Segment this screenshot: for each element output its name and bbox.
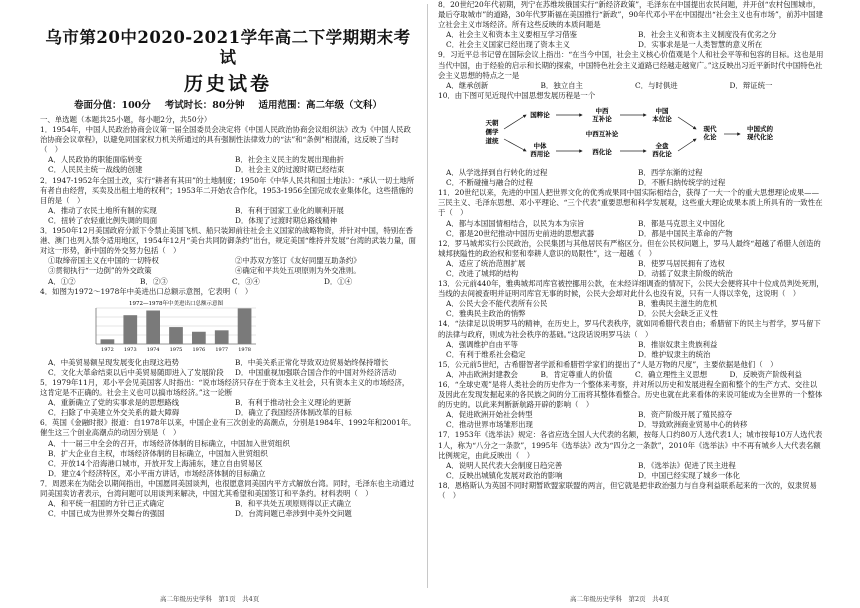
question-item [438,279,824,319]
question-stem: 4．如图为1972～1978年中美进出口总额示意图，它表明（ ） [40,286,253,296]
answer-option[interactable]: B．使罗马居民拥有了选权 [638,258,725,268]
answer-option[interactable]: B．《选举法》促进了民主进程 [638,460,736,470]
answer-option[interactable]: C．雅典民主政治的悄弊 [446,309,526,319]
option-group [438,299,824,319]
trade-chart [86,298,416,357]
question-stem: 14．“法律足以说明罗马的精神，在历史上，罗马代表秩序，就如同希腊代表自由；希腊留下的民主与哲学，罗马留下的法律与政府，则成为社会秩序的基础。”这段话说明罗马法（ ） [438,319,821,339]
diagram-node-end-2: 现代化论 [747,132,773,141]
answer-option[interactable]: A．强调维护自由平等 [446,339,518,349]
answer-option[interactable]: D．社会主义的过渡时期已经结束 [235,165,345,175]
answer-option[interactable]: A．适应了统治范围扩展 [446,258,526,268]
question-item [438,239,824,279]
option-group [438,370,824,380]
option-group [438,81,824,91]
answer-option[interactable]: A．人民政协的职能面临转变 [48,155,143,165]
exam-subject-title: 历史试卷 [183,73,272,95]
option-group [40,499,416,519]
question-item [438,319,824,359]
answer-option[interactable]: D．确立了我国经济体制改革的目标 [235,408,352,418]
chart-bar-1978 [238,308,252,344]
diagram-start-line2: 儒学 [485,127,499,136]
diagram-node-zhongxi-upper-1: 中西 [595,106,609,115]
answer-option[interactable]: B．有利于推动社会主义理论的更新 [235,398,352,408]
question-stem: 3．1950年12月美国政府分派下令禁止美国飞机、船只装卸前往社会主义国家的战略物资，并针对中国，特别在香港、澳门也列入禁令适用地区，1954年12月“美台共同防御条约”出台，规定美国“维持并发展”台湾的武装力量，面对这一形势，新中国的外交努力包括（ ） [40,226,416,256]
chart-tick-label: 1974 [146,346,160,353]
option-group [40,155,416,175]
diagram-node-quanpan-2: 西化论 [652,149,672,158]
chart-tick-label: 1978 [238,346,251,353]
chart-tick-label: 1976 [192,346,206,353]
answer-option[interactable]: D．①④ [324,276,353,286]
answer-option[interactable]: B．社会主义民主的发展出现曲折 [235,155,344,165]
option-group [438,259,824,279]
option-group [40,206,416,226]
answer-option[interactable]: D．反映资产阶级利益 [729,369,802,379]
question-item [438,50,824,90]
exam-title: 乌市第20中2020-2021学年高二下学期期末考试 [45,28,411,67]
question-item [40,479,416,519]
diagram-node-benwei-2: 本位论 [652,114,672,123]
question-stem: 10．由下图可见近现代中国思想发展历程是一个 [438,90,596,100]
answer-option[interactable]: C．人民民主统一战线的创建 [48,165,143,175]
exam-meta [40,99,416,113]
answer-option[interactable]: B．②③ [140,276,168,286]
duration-info: 考试时长：80分钟 [164,100,245,111]
answer-option[interactable]: C．确立理性主义思想 [635,369,708,379]
chart-title: 1972—1978年中美进出口总额示意图 [129,300,223,307]
diagram-arrow [678,117,696,129]
answer-option[interactable]: B．和平共处五项原则得以正式确立 [235,499,352,509]
diagram-node-zhongti-1: 中体 [533,141,547,150]
option-group [40,277,416,287]
chart-tick-label: 1972 [101,346,114,353]
diagram-node-benwei-1: 中国 [655,106,669,115]
question-stem: 7．周恩来在为陆会以期间指出，中国愿同美国谈判，也很愿意同美国内平方式解放台湾。同时，毛泽东也主动通过同美国卖访者表示，台湾问题可以用谈判来解决，中国尤其希望和美国签订和平条约。材料表明（ ） [40,478,415,498]
answer-option[interactable]: A．促进欧洲开始社会转型 [446,410,533,420]
diagram-node-middle: 中西互补论 [585,129,619,138]
option-group [438,410,824,430]
question-item [40,378,416,418]
answer-option[interactable]: B．都是马克思主义中国化 [638,218,725,228]
question-stem: 16．“全球史观”是将人类社会的历史作为一个整体来考察，并对所以历史和发展进程全面和整个的生产方式、交往以及因此在发现发掘起来的各民族之间的分工而将其整体看整合。历史也就在此来看体的来说可能成为全世界的一个整体的历史的。以此来判断新航路开辟的影响（ ） [438,380,823,410]
question-item [438,91,824,101]
thought-diagram [478,103,824,166]
answer-option[interactable]: B．肯定尊重人的价值 [540,369,613,379]
answer-option[interactable]: A．十一届三中全会的召开，市场经济体制的目标确立，中国加入世贸组织 [48,438,290,448]
answer-option[interactable]: B．西学东渐的过程 [638,168,703,178]
answer-option[interactable]: C．不断碰撞与融合的过程 [446,178,533,188]
column-divider [427,4,428,588]
answer-option[interactable]: A．说明人民代表大会制度日趋完善 [446,460,563,470]
section-heading: 一、单选题（本题共25小题，每小题2分，共50分） [40,115,212,124]
chart-tick-label: 1975 [169,346,183,353]
question-item [438,188,824,238]
question-stem: 2．1947-1952年全国土改，实行“耕者有其田”的土地制度；1950年《中华人民共和国土地法》：“承认一切土地所有者自由经营，买卖及出租土地的权利”；1953年二开始农合作化，1953-1956全国完成农业集体化，这些措施的目的是（ ） [40,175,415,205]
question-item [40,358,416,378]
answer-option[interactable]: B．社会主义和资本主义制度没有优劣之分 [638,30,777,40]
answer-option[interactable]: C．改进了城邦的结构 [446,268,519,278]
question-stem: 18．恩格斯认为英国不同时期暂欧盟家联盟的两言，但它就是把非政治强力与自身利益联系起来的一次的，奴隶贸易（ ） [438,480,817,501]
chart-bar-1975 [169,327,183,344]
answer-option[interactable]: A．从学选择到自行转化的过程 [446,168,548,178]
question-list-right-b [438,168,824,501]
scope-info: 适用范围：高二年级（文科） [258,100,383,111]
answer-option[interactable]: A．公民大会不能代表所有公民 [446,299,548,309]
answer-option[interactable]: C．文化大革命结束以后中美贸易随即进入了发展阶段 [48,367,224,377]
answer-option[interactable]: ④确定和平共处五项原则为外交准则。 [235,266,361,276]
chart-bar-1977 [215,330,229,344]
answer-option[interactable]: A．和平统一祖国的方针已正式确定 [48,499,165,509]
diagram-node-end-1: 中国式的 [747,124,773,133]
chart-tick-label: 1973 [123,346,137,353]
answer-option[interactable]: D．不断归纳传统学的过程 [638,178,726,188]
answer-option[interactable]: C．③④ [232,276,260,286]
answer-option[interactable]: B．中美关系正常化导致双边贸易始终保持增长 [235,357,389,367]
question-item [438,430,824,480]
answer-option[interactable]: C．扫除了中美建立外交关系的最大障碍 [48,408,180,418]
chart-tick-label: 1977 [215,346,229,353]
answer-option[interactable]: B．有利于国家工业化的顺利开展 [235,205,344,215]
question-stem: 1．1954年，中国人民政治协商会议第一届全国委员会决定将《中国人民政治协商会议组织法》改为《中国人民政治协商会议章程》，以避免同国家权力机关所通过的具有强制性法律效力的“法”和“条例”相混淆，这反映了当时（ ） [40,125,411,155]
diagram-node-zhongxi-upper-2: 互补论 [592,114,612,123]
answer-option[interactable]: A．继承创新 [446,80,489,90]
answer-option[interactable]: C．推动世界市场雏形出现 [446,420,533,430]
question-stem: 15．公元前5世纪，古希腊智者学派和希腊哲学家们的提出了“人是万物的尺度”，主要依据是他们（ ） [438,359,778,369]
question-item [40,176,416,226]
diagram-arrow [504,139,526,151]
option-group [438,168,824,188]
option-group [40,358,416,378]
option-group [438,461,824,481]
option-group [438,340,824,360]
question-list-right-a [438,0,824,101]
answer-option[interactable]: A．①② [48,276,76,286]
diagram-arrow [504,115,526,129]
answer-option[interactable]: C．有利于维系社会稳定 [446,349,526,359]
option-group [40,256,416,276]
answer-option[interactable]: D．体现了过渡时期总路线精神 [235,215,338,225]
question-stem: 17．1953年《选举法》规定：各省应选全国人大代表的名额，按每人口约80万人选代表1人；城市按每10万人选代表1人，称为“八分之一条款”，1995年《选举法》改为“四分之一条款”，2010年《选举法》中不再有城乡人大代表名额比例规定，由此反映出（ ） [438,430,823,460]
question-item [438,0,824,50]
answer-option[interactable]: C．都是20世纪推动中国历史前进的思想武器 [446,228,595,238]
diagram-node-xiandaihua-2: 化论 [703,132,717,141]
question-stem: 6．英国《金融时报》报道：自1978年以来，中国企业有三次创业的高潮点，分别是1984年、1992年和2001年。催生这三个创业高潮点的动因分别是（ ） [40,418,416,438]
question-item [438,481,824,501]
answer-option[interactable]: D．实事求是是一人类智慧的意义所在 [638,40,763,50]
answer-option[interactable]: A．都与本国国情相结合，以民为本为宗旨 [446,218,585,228]
answer-option[interactable]: D．建立4个经济特区，邓小平南方讲话，市场经济体制的目标确立 [48,468,266,478]
right-column [438,0,824,592]
left-column [40,0,416,592]
option-group [40,398,416,418]
diagram-node-guocui: 国粹论 [530,110,550,119]
answer-option[interactable]: C．开放14个沿海港口城市，开放开发上海浦东，建立自由贸易区 [48,458,263,468]
question-item [438,360,824,380]
chart-bar-1973 [123,315,137,344]
question-item [438,168,824,188]
answer-option[interactable]: D．动摇了奴隶主阶级的统治 [638,268,733,278]
answer-option[interactable]: A．重新确立了党的实事求是的思想路线 [48,398,179,408]
question-item [438,380,824,430]
diagram-start-line1: 天朝 [485,118,499,127]
chart-bar-1974 [146,310,160,343]
diagram-node-xihua: 西化论 [592,147,612,156]
question-list-left-a [40,125,416,297]
answer-option[interactable]: D．公民大会缺乏正义性 [638,309,718,319]
question-item [40,125,416,175]
answer-option[interactable]: ①取缔帝国主义在中国的一切特权 [48,256,159,266]
diagram-start-line3: 道统 [485,136,499,145]
question-stem: 5．1979年11月，邓小平会见美国客人时指出：“说市场经济只存在于资本主义社会，只有资本主义的市场经济，这肯定是不正确的。社会主义也可以搞市场经济。”这一论断 [40,377,410,398]
answer-option[interactable]: D．中国重视加强联合国合作的中国对外经济活动 [235,367,397,377]
question-stem: 12．罗马城邦实行公民政治，公民集团与其他居民有严格区分。但在公民权问题上，罗马人最终“超越了希腊人创造的城邦狭隘性的政治权和竖和奉耕人意识的局限性”，这一超越（ ） [438,238,821,258]
chart-bar-1976 [192,331,206,343]
question-stem: 11．20世纪以来，先进的中国人把世界文化的优秀成果同中国实际相结合，获得了一大一个的重大思想理论成果——三民主义、毛泽东思想、邓小平理论、“三个代表”重要思想和科学发展观，这些重大理论成果本质上所具有的一致性在于（ ） [438,188,823,218]
answer-option[interactable]: C．社会主义国家已经出现了资本主义 [446,40,570,50]
answer-option[interactable]: D．导致欧洲商业贸易中心的转移 [638,420,748,430]
answer-option[interactable]: A．冲击欧洲封建教会 [446,369,518,379]
answer-option[interactable]: B．推崇奴隶主贵族利益 [638,339,718,349]
option-group [40,439,416,479]
option-group [438,30,824,50]
answer-option[interactable]: A．推动了农民土地所有制的实现 [48,205,157,215]
answer-option[interactable]: D．维护奴隶主的统治 [638,349,711,359]
trade-chart-svg [86,298,266,354]
answer-option[interactable]: A．社会主义和资本主义要相互学习借鉴 [446,30,577,40]
answer-option[interactable]: B．资产阶级开展了殖民掠夺 [638,410,733,420]
answer-option[interactable]: C．扭转了农轻重比例失调的局面 [48,215,158,225]
answer-option[interactable]: ②中苏双方签订《友好同盟互助条约》 [235,256,361,266]
answer-option[interactable]: D．都是中国民主革命的产物 [638,228,733,238]
answer-option[interactable]: D．台湾问题已牵涉到中美外交问题 [235,509,352,519]
answer-option[interactable]: B．雅典民主滋生的危机 [638,299,718,309]
answer-option[interactable]: A．中美贸易额呈现发展变化由现这趋势 [48,357,179,367]
question-list-left-b [40,358,416,520]
option-group [438,219,824,239]
question-stem: 9．习近平总书记曾在国际会议上指出：“在当今中国，社会主义核心价值观是个人和社会平等和包容的目标。这也是用当代中国，由于经验的启示和长期的探索，中国特色社会主义道路已经越走越宽广。”这反映出习近平新时代中国特色社会主义思想的特点之一是 [438,50,824,80]
question-item [40,287,416,297]
chart-bar-1972 [101,339,115,344]
answer-option[interactable]: D．辩证统一 [729,80,773,90]
answer-option[interactable]: C．与时俱进 [635,80,678,90]
answer-option[interactable]: C．反映出城镇化发展对政治的影响 [446,470,563,480]
answer-option[interactable]: ③贯彻执行“一边倒”的外交政策 [48,266,152,276]
diagram-node-quanpan-1: 全盘 [655,141,669,150]
diagram-node-zhongti-2: 西用论 [530,149,550,158]
score-info: 卷面分值：100分 [73,100,151,111]
answer-option[interactable]: B．独立自主 [540,80,583,90]
footer-left: 高二年级历史学科 第1页 共4页 [160,595,260,603]
answer-option[interactable]: D．中国已经实现了城乡一体化 [638,470,741,480]
question-stem: 13．公元前440年，雅典城邦司库官被控挪用公款，在未经详细调查的情况下，公民大会便将其中十位成员判处死刑，当线的去间被查明并证明司库官无事的时候，公民大会却对此什么也没有说，只有一人得以幸免，这说明（ ） [438,279,824,299]
thought-diagram-svg [478,103,778,163]
question-item [40,226,416,276]
answer-option[interactable]: C．中国已成为世界外交舞台的强国 [48,509,165,519]
question-item [40,418,416,479]
question-item [40,277,416,287]
diagram-arrow [678,139,696,151]
answer-option[interactable]: B．扩大企业自主权，市场经济体制的目标确立，中国加入世贸组织 [48,448,268,458]
diagram-node-xiandaihua-1: 现代 [703,124,717,133]
question-stem: 8．20世纪20年代初期，列宁在苏维埃俄国实行“新经济政策”，毛泽东在中国提出农民问题，并开创“农村包围城市，最后夺取城市”的道路，30年代罗斯福在美国推行“新政”，90年代邓小平在中国提出“社会主义也有市场”，前苏中国建立社会主义市场经济。所有这些反映的本质问题是 [438,0,824,30]
footer-right: 高二年级历史学科 第2页 共4页 [570,595,670,603]
